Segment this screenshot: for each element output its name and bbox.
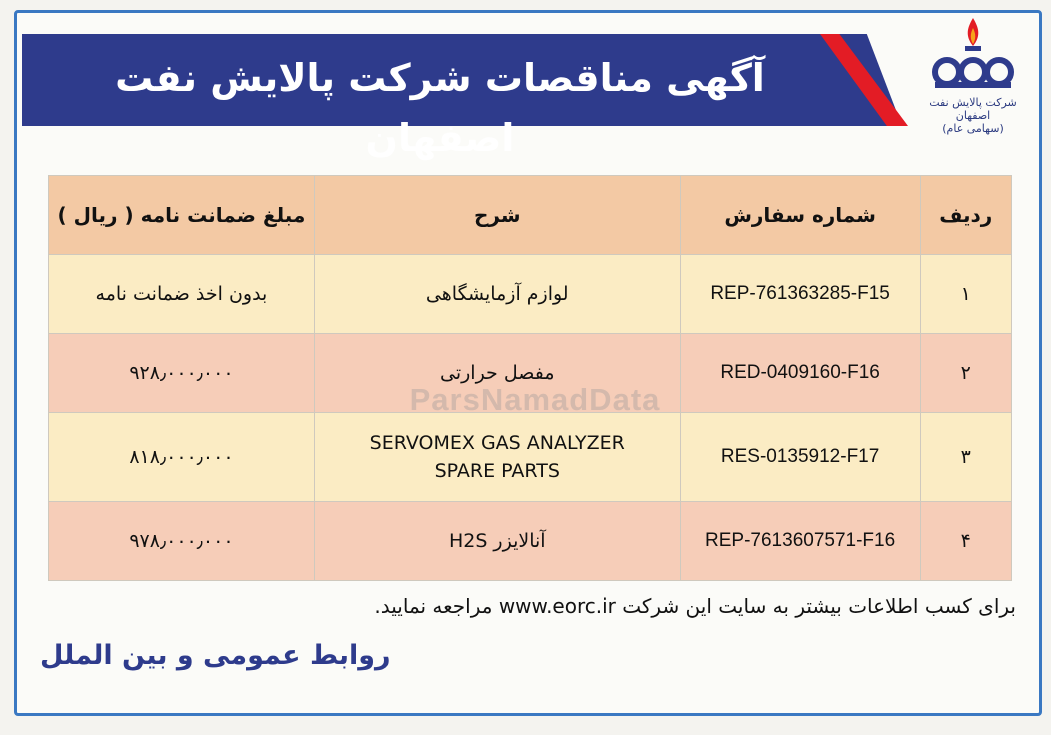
order-number: RED-0409160-F16 — [680, 334, 920, 413]
order-number: REP-7613607571-F16 — [680, 502, 920, 581]
guarantee-amount: بدون اخذ ضمانت نامه — [49, 255, 315, 334]
description-text: آنالایزر H2S — [448, 530, 546, 552]
logo-caption: شرکت پالایش نفت اصفهان — [929, 96, 1017, 122]
row-number: ۲ — [920, 334, 1011, 413]
description-text: مفصل حرارتی — [440, 362, 555, 384]
logo-caption-sub: (سهامی عام) — [942, 122, 1004, 135]
tender-table — [48, 175, 1012, 581]
row-number: ۱ — [920, 255, 1011, 334]
guarantee-amount: ۹۲۸٫۰۰۰٫۰۰۰ — [49, 334, 315, 413]
footer-signature: روابط عمومی و بین الملل — [40, 640, 391, 671]
header-description: شرح — [314, 176, 680, 255]
table-header-row — [49, 176, 1012, 255]
flame-logo-icon — [927, 14, 1019, 96]
header-order-number: شماره سفارش — [680, 176, 920, 255]
order-number: RES-0135912-F17 — [680, 413, 920, 502]
table-row — [49, 502, 1012, 581]
description-text: SERVOMEX GAS ANALYZER SPARE PARTS — [369, 432, 625, 482]
item-description — [314, 502, 680, 581]
row-number: ۴ — [920, 502, 1011, 581]
header-row-number: ردیف — [920, 176, 1011, 255]
header-guarantee-amount: مبلغ ضمانت نامه ( ریال ) — [49, 176, 315, 255]
description-text: لوازم آزمایشگاهی — [425, 283, 569, 305]
guarantee-amount: ۸۱۸٫۰۰۰٫۰۰۰ — [49, 413, 315, 502]
guarantee-amount: ۹۷۸٫۰۰۰٫۰۰۰ — [49, 502, 315, 581]
info-text: برای کسب اطلاعات بیشتر به سایت این شرکت www.eorc.ir مراجعه نمایید. — [374, 594, 1016, 618]
notice-title: آگهی مناقصات شرکت پالایش نفت اصفهان — [115, 56, 765, 160]
table-row — [49, 255, 1012, 334]
company-logo — [913, 14, 1033, 144]
row-number: ۳ — [920, 413, 1011, 502]
order-number: REP-761363285-F15 — [680, 255, 920, 334]
item-description — [314, 255, 680, 334]
item-description — [314, 413, 680, 502]
table-row — [49, 413, 1012, 502]
watermark: ParsNamadData — [409, 382, 661, 417]
